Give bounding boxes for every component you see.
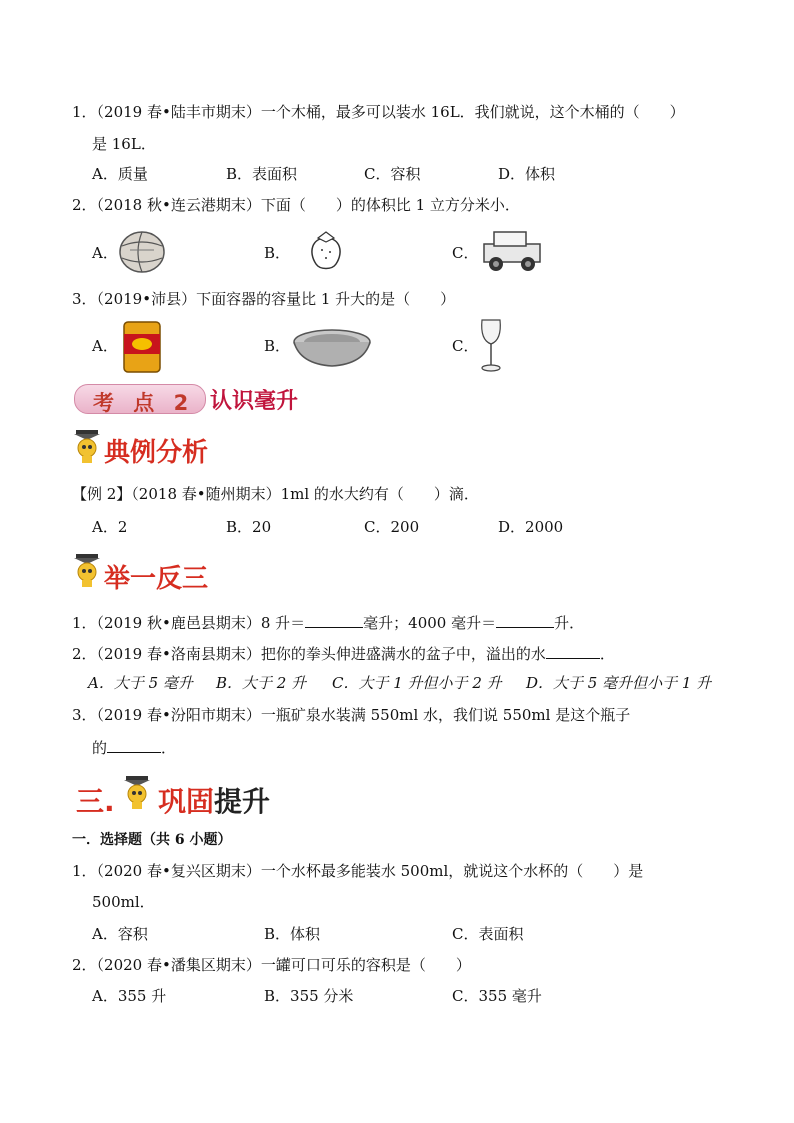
blank-3[interactable] — [546, 642, 600, 659]
question-3-text: 3．（2019•沛县）下面容器的容量比 1 升大的是（ ） — [72, 290, 456, 308]
ex2-option-b: B．20 — [226, 518, 272, 536]
juyi-q2-option-a: A．大于 5 毫升 — [88, 674, 193, 692]
q3-option-b: B． — [264, 337, 291, 355]
practice-q1-option-b: B．体积 — [264, 925, 321, 943]
question-1-text: 1．（2019 春•陆丰市期末）一个木桶，最多可以装水 16L．我们就说，这个木桶的（ ） — [72, 103, 685, 121]
dianli-heading-text: 典例分析 — [104, 438, 209, 468]
practice-q2-option-a: A．355 升 — [92, 987, 167, 1005]
kaodian-badge-label: 考 点 2 — [93, 391, 195, 415]
graduate-mascot-icon — [122, 774, 152, 810]
question-1-text-cont: 是 16L． — [92, 135, 156, 153]
juyi-heading — [104, 558, 208, 595]
q1-option-a: A．质量 — [92, 165, 148, 183]
practice-q2-option-b: B．355 分米 — [264, 987, 354, 1005]
practice-question-1-cont: 500ml． — [92, 893, 155, 911]
energy-drink-can-image — [120, 318, 164, 374]
juyi-q2-option-d: D．大于 5 毫升但小于 1 升 — [526, 674, 712, 692]
practice-question-1: 1．（2020 春•复兴区期末）一个水杯最多能装水 500ml，就说这个水杯的（ ）是 — [72, 862, 644, 880]
graduate-mascot-icon — [72, 428, 102, 464]
practice-q1-option-a: A．容积 — [92, 925, 148, 943]
blank-1[interactable] — [305, 611, 363, 628]
example-2-text: 【例 2】（2018 春•随州期末）1ml 的水大约有（ ）滴． — [72, 485, 479, 503]
juyi-heading-text: 举一反三 — [104, 564, 209, 594]
practice-q1-option-c: C．表面积 — [452, 925, 524, 943]
dianli-heading — [104, 432, 208, 469]
section-number: 三. — [76, 785, 115, 818]
blank-2[interactable] — [496, 611, 554, 628]
q2-option-b: B． — [264, 244, 291, 262]
q1-option-c: C．容积 — [364, 165, 421, 183]
juyi-question-1: 1．（2019 秋•鹿邑县期末）8 升＝ 毫升；4000 毫升＝ 升． — [72, 611, 584, 633]
metal-basin-image — [292, 326, 372, 370]
ex2-option-a: A．2 — [92, 518, 128, 536]
juyi-question-3: 3．（2019 春•汾阳市期末）一瓶矿泉水装满 550ml 水，我们说 550ml 是这个瓶子 — [72, 706, 631, 724]
basketball-image — [118, 230, 166, 274]
section-title: 巩固提升 — [158, 785, 271, 818]
blank-4[interactable] — [107, 736, 161, 753]
toy-car-image — [480, 226, 544, 274]
juyi-q2-option-c: C．大于 1 升但小于 2 升 — [332, 674, 502, 692]
ex2-option-c: C．200 — [364, 518, 420, 536]
wine-glass-image — [478, 318, 504, 374]
q1-option-d: D．体积 — [498, 165, 556, 183]
question-2-text: 2．（2018 秋•连云港期末）下面（ ）的体积比 1 立方分米小． — [72, 196, 520, 214]
graduate-mascot-icon — [72, 552, 102, 588]
practice-heading: 一．选择题（共 6 小题） — [72, 832, 232, 848]
q3-option-c: C． — [452, 337, 479, 355]
kaodian-badge — [74, 384, 206, 414]
kaodian-title: 认识毫升 — [210, 389, 299, 414]
q2-option-a: A． — [92, 244, 118, 262]
practice-question-2: 2．（2020 春•潘集区期末）一罐可口可乐的容积是（ ） — [72, 956, 471, 974]
q2-option-c: C． — [452, 244, 479, 262]
juyi-question-3-cont: 的 ． — [92, 736, 176, 758]
practice-q2-option-c: C．355 毫升 — [452, 987, 542, 1005]
juyi-question-2: 2．（2019 春•洛南县期末）把你的拳头伸进盛满水的盆子中，溢出的水 ． — [72, 642, 615, 664]
juyi-q2-option-b: B．大于 2 升 — [216, 674, 307, 692]
q1-option-b: B．表面积 — [226, 165, 298, 183]
strawberry-image — [306, 230, 346, 274]
ex2-option-d: D．2000 — [498, 518, 564, 536]
q3-option-a: A． — [92, 337, 118, 355]
